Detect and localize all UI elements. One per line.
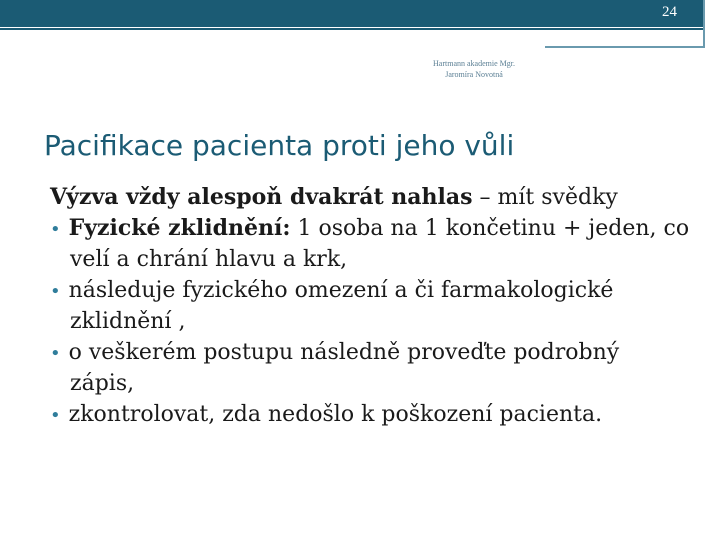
header-line-2: Jaromíra Novotná bbox=[445, 70, 503, 79]
list-item bbox=[50, 213, 690, 275]
list-item-text: o veškerém postupu následně proveďte podrobný zápis, bbox=[68, 340, 620, 396]
list-item-text: – mít svědky bbox=[472, 185, 618, 210]
list-item-bold: Výzva vždy alespoň dvakrát nahlas bbox=[50, 184, 473, 210]
header-line-1: Hartmann akademie Mgr. bbox=[433, 59, 515, 68]
page-number: 24 bbox=[662, 4, 677, 20]
list-item bbox=[50, 275, 690, 337]
list-item bbox=[50, 182, 690, 213]
list-item bbox=[50, 399, 690, 431]
list-item-text: následuje fyzického omezení a či farmakologické zklidnění , bbox=[68, 278, 614, 334]
top-bar bbox=[0, 0, 703, 27]
content-list bbox=[50, 182, 690, 431]
list-item-bold: Fyzické zklidnění: bbox=[68, 215, 291, 241]
list-item bbox=[50, 337, 690, 399]
slide-title: Pacifikace pacienta proti jeho vůli bbox=[44, 128, 515, 162]
header-author bbox=[404, 58, 544, 80]
corner-horizontal-rule bbox=[545, 46, 703, 48]
list-item-text: zkontrolovat, zda nedošlo k poškození pacienta. bbox=[68, 402, 603, 427]
corner-vertical-rule bbox=[703, 0, 705, 48]
top-rule bbox=[0, 28, 703, 30]
list-item-text: 1 osoba na 1 končetinu + jeden, co velí a chrání hlavu a krk, bbox=[70, 216, 690, 272]
